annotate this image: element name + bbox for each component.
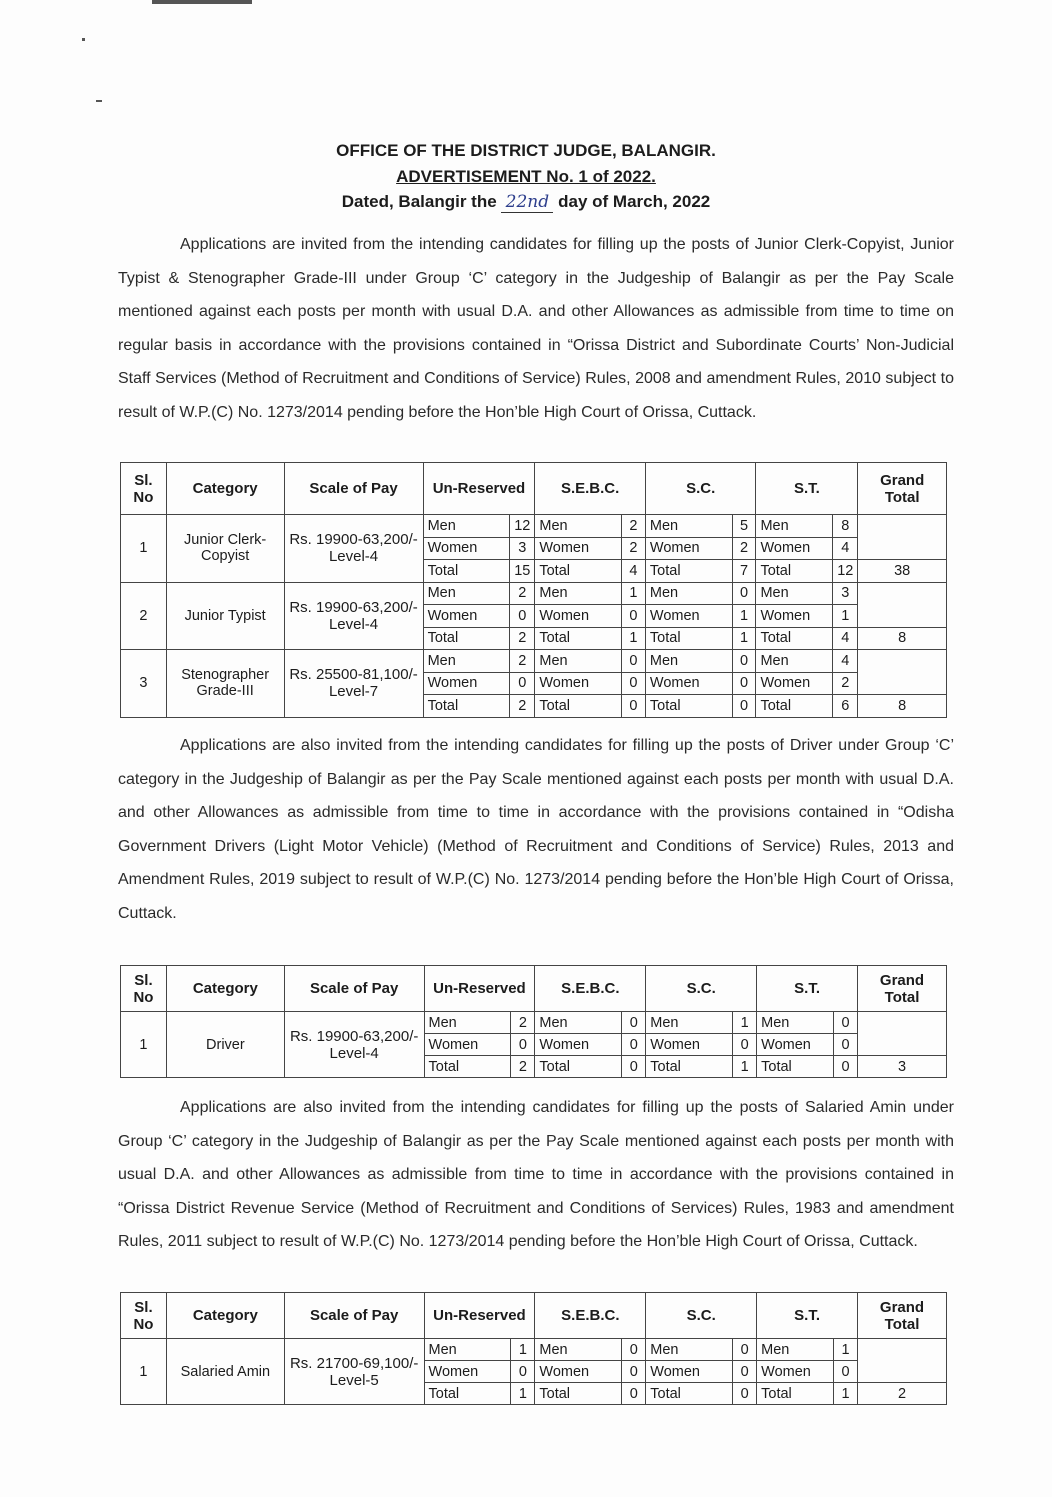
paragraph-3: Applications are also invited from the intending candidates for filling up the posts of Salaried Amin under Group ‘C’ category in the Judgeship of Balangir as per the Pay Scale mentioned against each posts per month with usual D.A. and other Allowances as admissible from time to time in accordance with the provisions contained in “Orissa District Revenue Service (Method of Recruitment and Conditions of Services) Rules, 1983 and amendment Rules, 2011 subject to result of W.P.(C) No. 1273/2014 pending before the Hon’ble High Court of Orissa, Cuttack. <box>118 1099 954 1250</box>
ur-total-count: 2 <box>511 1056 535 1078</box>
sebc-men-count: 1 <box>622 582 646 605</box>
header-st: S.T. <box>756 463 858 515</box>
scan-speck <box>82 38 85 41</box>
sebc-total-count: 0 <box>622 1056 646 1078</box>
total-label: Total <box>535 627 622 650</box>
grand-total-blank <box>858 1339 947 1383</box>
total-label: Total <box>423 560 510 583</box>
posts-table-amin <box>120 1292 947 1405</box>
dated-prefix: Dated, Balangir the <box>341 192 497 211</box>
grand-total-blank <box>858 582 947 627</box>
sc-total-count: 0 <box>732 695 756 718</box>
women-label: Women <box>535 672 622 695</box>
men-label: Men <box>535 650 622 673</box>
header-sl-no: Sl. No <box>121 463 167 515</box>
sebc-total-count: 4 <box>622 560 646 583</box>
grand-total-cell: 8 <box>858 695 947 718</box>
category-cell: Salaried Amin <box>166 1339 284 1405</box>
st-women-count: 0 <box>834 1034 858 1056</box>
sc-men-count: 0 <box>732 582 756 605</box>
ur-women-count: 0 <box>511 1034 535 1056</box>
sc-men-count: 1 <box>733 1012 757 1034</box>
men-label: Men <box>645 582 732 605</box>
header-grand-total: Grand Total <box>858 966 947 1012</box>
women-label: Women <box>645 537 732 560</box>
women-label: Women <box>756 672 833 695</box>
header-sc: S.C. <box>645 463 756 515</box>
ur-total-count: 2 <box>510 627 535 650</box>
women-label: Women <box>423 605 510 628</box>
st-total-count: 1 <box>834 1383 858 1405</box>
header-un-reserved: Un-Reserved <box>424 1293 535 1339</box>
header-sc: S.C. <box>646 966 757 1012</box>
men-label: Men <box>756 650 833 673</box>
st-men-count: 1 <box>834 1339 858 1361</box>
ur-men-count: 1 <box>511 1339 535 1361</box>
ur-women-count: 3 <box>510 537 535 560</box>
total-label: Total <box>424 1056 511 1078</box>
ur-women-count: 0 <box>510 605 535 628</box>
total-label: Total <box>535 560 622 583</box>
grand-total-blank <box>858 515 947 560</box>
women-label: Women <box>535 537 622 560</box>
header-st: S.T. <box>757 966 858 1012</box>
category-cell: Stenographer Grade-III <box>166 650 284 718</box>
men-label: Men <box>535 1012 622 1034</box>
total-label: Total <box>535 1383 622 1405</box>
header-grand-total: Grand Total <box>858 1293 947 1339</box>
men-label: Men <box>535 582 622 605</box>
scale-cell: Rs. 19900-63,200/- Level-4 <box>284 515 423 583</box>
ur-women-count: 0 <box>510 672 535 695</box>
sc-total-count: 1 <box>732 627 756 650</box>
st-total-count: 4 <box>833 627 858 650</box>
ur-total-count: 2 <box>510 695 535 718</box>
women-label: Women <box>535 1034 622 1056</box>
posts-table-driver <box>120 965 947 1078</box>
total-label: Total <box>646 1383 733 1405</box>
sc-women-count: 0 <box>733 1034 757 1056</box>
sc-total-count: 1 <box>733 1056 757 1078</box>
header-sebc: S.E.B.C. <box>535 966 646 1012</box>
st-total-count: 6 <box>833 695 858 718</box>
posts-table-clerical <box>120 462 947 718</box>
men-label: Men <box>757 1012 834 1034</box>
ur-total-count: 15 <box>510 560 535 583</box>
grand-total-cell: 2 <box>858 1383 947 1405</box>
category-cell: Driver <box>166 1012 284 1078</box>
men-label: Men <box>424 1339 511 1361</box>
table-row <box>121 515 947 538</box>
st-women-count: 1 <box>833 605 858 628</box>
sebc-women-count: 0 <box>622 605 646 628</box>
category-cell: Junior Typist <box>166 582 284 650</box>
header-scale-of-pay: Scale of Pay <box>284 463 423 515</box>
men-label: Men <box>423 650 510 673</box>
grand-total-cell: 8 <box>858 627 947 650</box>
sebc-women-count: 0 <box>622 1361 646 1383</box>
sebc-men-count: 0 <box>622 650 646 673</box>
st-men-count: 8 <box>833 515 858 538</box>
header-category: Category <box>166 1293 284 1339</box>
header-sebc: S.E.B.C. <box>535 463 646 515</box>
total-label: Total <box>645 560 732 583</box>
st-women-count: 2 <box>833 672 858 695</box>
sebc-total-count: 0 <box>622 1383 646 1405</box>
sl-cell: 1 <box>121 515 167 583</box>
header-sebc: S.E.B.C. <box>535 1293 646 1339</box>
ur-men-count: 2 <box>510 650 535 673</box>
sebc-total-count: 1 <box>622 627 646 650</box>
office-title: OFFICE OF THE DISTRICT JUDGE, BALANGIR. <box>336 141 716 160</box>
sc-women-count: 0 <box>733 1361 757 1383</box>
st-women-count: 4 <box>833 537 858 560</box>
header-sl-no: Sl. No <box>121 966 167 1012</box>
women-label: Women <box>756 605 833 628</box>
sc-total-count: 0 <box>733 1383 757 1405</box>
header-sl-no: Sl. No <box>121 1293 167 1339</box>
men-label: Men <box>646 1012 733 1034</box>
st-men-count: 4 <box>833 650 858 673</box>
sc-men-count: 5 <box>732 515 756 538</box>
scale-cell: Rs. 25500-81,100/- Level-7 <box>284 650 423 718</box>
women-label: Women <box>535 605 622 628</box>
table-row <box>121 1012 947 1034</box>
men-label: Men <box>646 1339 733 1361</box>
ur-men-count: 12 <box>510 515 535 538</box>
st-men-count: 0 <box>834 1012 858 1034</box>
handwritten-day: 22nd <box>501 192 553 213</box>
men-label: Men <box>535 1339 622 1361</box>
header-un-reserved: Un-Reserved <box>423 463 535 515</box>
sc-total-count: 7 <box>732 560 756 583</box>
ur-men-count: 2 <box>510 582 535 605</box>
men-label: Men <box>535 515 622 538</box>
total-label: Total <box>757 1056 834 1078</box>
men-label: Men <box>645 650 732 673</box>
scale-cell: Rs. 19900-63,200/- Level-4 <box>284 1012 424 1078</box>
sc-men-count: 0 <box>733 1339 757 1361</box>
total-label: Total <box>423 695 510 718</box>
header-category: Category <box>166 463 284 515</box>
sl-cell: 3 <box>121 650 167 718</box>
header-category: Category <box>166 966 284 1012</box>
header-un-reserved: Un-Reserved <box>424 966 535 1012</box>
women-label: Women <box>645 672 732 695</box>
total-label: Total <box>424 1383 511 1405</box>
women-label: Women <box>423 672 510 695</box>
sebc-women-count: 2 <box>622 537 646 560</box>
sl-cell: 1 <box>121 1339 167 1405</box>
ur-men-count: 2 <box>511 1012 535 1034</box>
men-label: Men <box>756 515 833 538</box>
men-label: Men <box>423 515 510 538</box>
sl-cell: 2 <box>121 582 167 650</box>
women-label: Women <box>424 1361 511 1383</box>
header-sc: S.C. <box>646 1293 757 1339</box>
total-label: Total <box>756 560 833 583</box>
sebc-men-count: 2 <box>622 515 646 538</box>
grand-total-blank <box>858 1012 947 1056</box>
header-grand-total: Grand Total <box>858 463 947 515</box>
sebc-men-count: 0 <box>622 1012 646 1034</box>
sc-men-count: 0 <box>732 650 756 673</box>
sc-women-count: 1 <box>732 605 756 628</box>
women-label: Women <box>535 1361 622 1383</box>
ur-women-count: 0 <box>511 1361 535 1383</box>
sebc-women-count: 0 <box>622 1034 646 1056</box>
men-label: Men <box>645 515 732 538</box>
total-label: Total <box>645 627 732 650</box>
sl-cell: 1 <box>121 1012 167 1078</box>
men-label: Men <box>424 1012 511 1034</box>
sc-women-count: 0 <box>732 672 756 695</box>
scan-speck <box>96 100 102 102</box>
header-scale-of-pay: Scale of Pay <box>284 1293 424 1339</box>
st-men-count: 3 <box>833 582 858 605</box>
women-label: Women <box>756 537 833 560</box>
dated-suffix: day of March, 2022 <box>558 192 711 211</box>
sc-women-count: 2 <box>732 537 756 560</box>
scan-mark <box>152 0 252 4</box>
dated-line <box>0 192 1052 213</box>
st-women-count: 0 <box>834 1361 858 1383</box>
sebc-men-count: 0 <box>622 1339 646 1361</box>
category-cell: Junior Clerk-Copyist <box>166 515 284 583</box>
total-label: Total <box>423 627 510 650</box>
women-label: Women <box>423 537 510 560</box>
st-total-count: 0 <box>834 1056 858 1078</box>
total-label: Total <box>646 1056 733 1078</box>
men-label: Men <box>423 582 510 605</box>
paragraph-2: Applications are also invited from the intending candidates for filling up the posts of Driver under Group ‘C’ category in the Judgeship of Balangir as per the Pay Scale mentioned against each posts per month with usual D.A. and other Allowances as admissible from time to time in accordance with the provisions contained in “Odisha Government Drivers (Light Motor Vehicle) (Method of Recruitment and Conditions of Service) Rules, 2013 and Amendment Rules, 2019 subject to result of W.P.(C) No. 1273/2014 pending before the Hon’ble High Court of Orissa, Cuttack. <box>118 737 954 922</box>
women-label: Women <box>424 1034 511 1056</box>
women-label: Women <box>645 605 732 628</box>
women-label: Women <box>757 1034 834 1056</box>
grand-total-blank <box>858 650 947 695</box>
table-row <box>121 1339 947 1361</box>
women-label: Women <box>646 1361 733 1383</box>
grand-total-cell: 38 <box>858 560 947 583</box>
women-label: Women <box>646 1034 733 1056</box>
header-st: S.T. <box>757 1293 858 1339</box>
men-label: Men <box>756 582 833 605</box>
grand-total-cell: 3 <box>858 1056 947 1078</box>
total-label: Total <box>645 695 732 718</box>
advertisement-number: ADVERTISEMENT No. 1 of 2022. <box>396 167 656 186</box>
scale-cell: Rs. 19900-63,200/- Level-4 <box>284 582 423 650</box>
paragraph-1: Applications are invited from the intending candidates for filling up the posts of Junior Clerk-Copyist, Junior Typist & Stenographer Grade-III under Group ‘C’ category in the Judgeship of Balangir as per the Pay Scale mentioned against each posts per month with usual D.A. and other Allowances as admissible from time to time on regular basis in accordance with the provisions contained in “Orissa District and Subordinate Courts’ Non-Judicial Staff Services (Method of Recruitment and Conditions of Service) Rules, 2008 and amendment Rules, 2010 subject to result of W.P.(C) No. 1273/2014 pending before the Hon’ble High Court of Orissa, Cuttack. <box>118 236 954 421</box>
total-label: Total <box>756 695 833 718</box>
sebc-women-count: 0 <box>622 672 646 695</box>
women-label: Women <box>757 1361 834 1383</box>
scale-cell: Rs. 21700-69,100/- Level-5 <box>284 1339 424 1405</box>
ur-total-count: 1 <box>511 1383 535 1405</box>
total-label: Total <box>535 1056 622 1078</box>
total-label: Total <box>756 627 833 650</box>
table-row <box>121 582 947 605</box>
table-row <box>121 650 947 673</box>
men-label: Men <box>757 1339 834 1361</box>
total-label: Total <box>535 695 622 718</box>
total-label: Total <box>757 1383 834 1405</box>
st-total-count: 12 <box>833 560 858 583</box>
header-scale-of-pay: Scale of Pay <box>284 966 424 1012</box>
sebc-total-count: 0 <box>622 695 646 718</box>
